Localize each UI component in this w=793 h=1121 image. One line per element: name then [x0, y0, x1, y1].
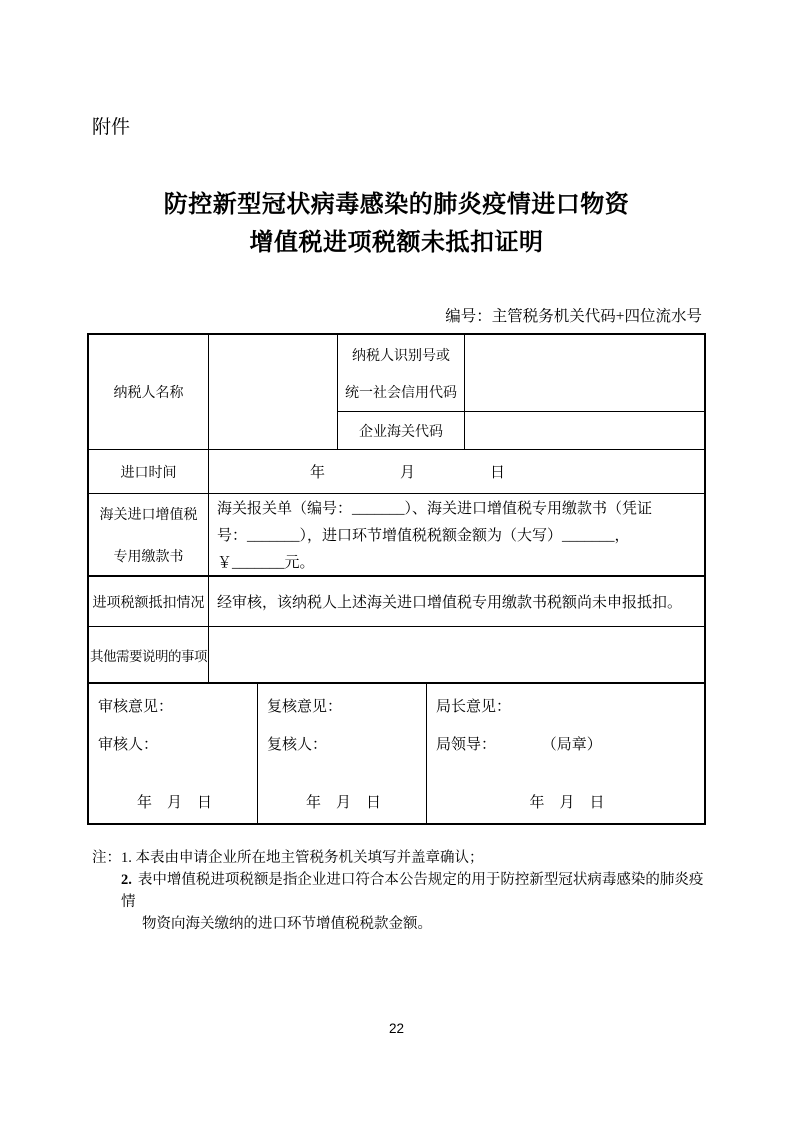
director-leader-line	[436, 733, 698, 754]
review-date-placeholder: 年 月 日	[136, 795, 212, 811]
taxpayer-name-value-cell	[208, 335, 337, 449]
director-column	[426, 684, 704, 823]
review-opinion-label: 审核意见：	[98, 699, 174, 715]
import-time-label: 进口时间	[120, 465, 177, 481]
payment-doc-value-cell	[208, 494, 704, 575]
footnotes	[92, 847, 708, 935]
other-items-value-cell	[208, 627, 704, 682]
other-items-label-text: 其他需要说明的事项	[90, 648, 207, 664]
note-2-text-line1: 表中增值税进项税额是指企业进口符合本公告规定的用于防控新型冠状病毒感染的肺炎疫情	[121, 872, 704, 910]
signature-row	[89, 682, 704, 823]
taxpayer-row	[89, 335, 704, 449]
payment-doc-text-line2: 号：_______），进口环节增值税税额金额为（大写）_______，	[217, 528, 630, 544]
director-opinion-label: 局长意见：	[436, 699, 512, 715]
serial-number-label: 编号：主管税务机关代码+四位流水号	[445, 308, 702, 325]
customs-code-value-cell	[464, 412, 704, 449]
deduction-status-value	[208, 577, 704, 626]
payment-doc-label	[89, 494, 208, 575]
taxpayer-id-label-line1: 纳税人识别号或	[352, 348, 450, 364]
taxpayer-id-label	[338, 335, 464, 411]
review-column	[89, 684, 257, 823]
deduction-status-text: 经审核，该纳税人上述海关进口增值税专用缴款书税额尚未申报抵扣。	[217, 595, 683, 611]
taxpayer-id-value-cell	[464, 335, 704, 411]
payment-doc-label-line1: 海关进口增值税	[99, 507, 198, 523]
other-items-label	[89, 627, 208, 682]
document-title	[0, 186, 793, 262]
taxpayer-id-group	[337, 335, 704, 449]
director-leader-label: 局领导：	[436, 737, 497, 753]
taxpayer-id-label-line2: 统一社会信用代码	[345, 385, 457, 401]
deduction-status-label: 进项税额抵扣情况	[92, 595, 205, 611]
payment-doc-row	[89, 493, 704, 575]
attachment-label: 附件	[92, 117, 131, 138]
rechecker-label: 复核人：	[267, 737, 328, 753]
taxpayer-name-label: 纳税人名称	[113, 386, 184, 401]
title-line-2: 增值税进项税额未抵扣证明	[249, 229, 544, 256]
recheck-date-placeholder: 年 月 日	[305, 795, 381, 811]
page-number: 22	[388, 1021, 405, 1036]
taxpayer-id-row	[338, 335, 704, 411]
note-1: 注：1. 本表由申请企业所在地主管税务机关填写并盖章确认；	[92, 850, 484, 866]
note-2	[121, 869, 708, 935]
note-2-marker: 2.	[121, 872, 132, 888]
title-line-1: 防控新型冠状病毒感染的肺炎疫情进口物资	[163, 191, 630, 218]
import-time-row	[89, 449, 704, 493]
import-time-date-placeholder: 年 月 日	[310, 465, 506, 481]
certificate-form-table	[87, 333, 706, 825]
payment-doc-label-line2: 专用缴款书	[113, 549, 184, 565]
other-items-row	[89, 626, 704, 682]
payment-doc-text-line3: ￥_______元。	[217, 555, 315, 571]
official-seal-label: （局章）	[541, 737, 602, 753]
import-time-value-cell	[208, 450, 704, 493]
payment-doc-text-line1: 海关报关单（编号：_______）、海关进口增值税专用缴款书（凭证	[217, 501, 653, 517]
customs-code-row	[338, 411, 704, 449]
director-date-placeholder: 年 月 日	[529, 795, 605, 811]
recheck-column	[257, 684, 426, 823]
note-2-text-line2: 物资向海关缴纳的进口环节增值税税款金额。	[142, 916, 432, 932]
recheck-opinion-label: 复核意见：	[267, 699, 343, 715]
deduction-status-row	[89, 575, 704, 626]
customs-code-label: 企业海关代码	[359, 424, 443, 440]
reviewer-label: 审核人：	[98, 737, 159, 753]
